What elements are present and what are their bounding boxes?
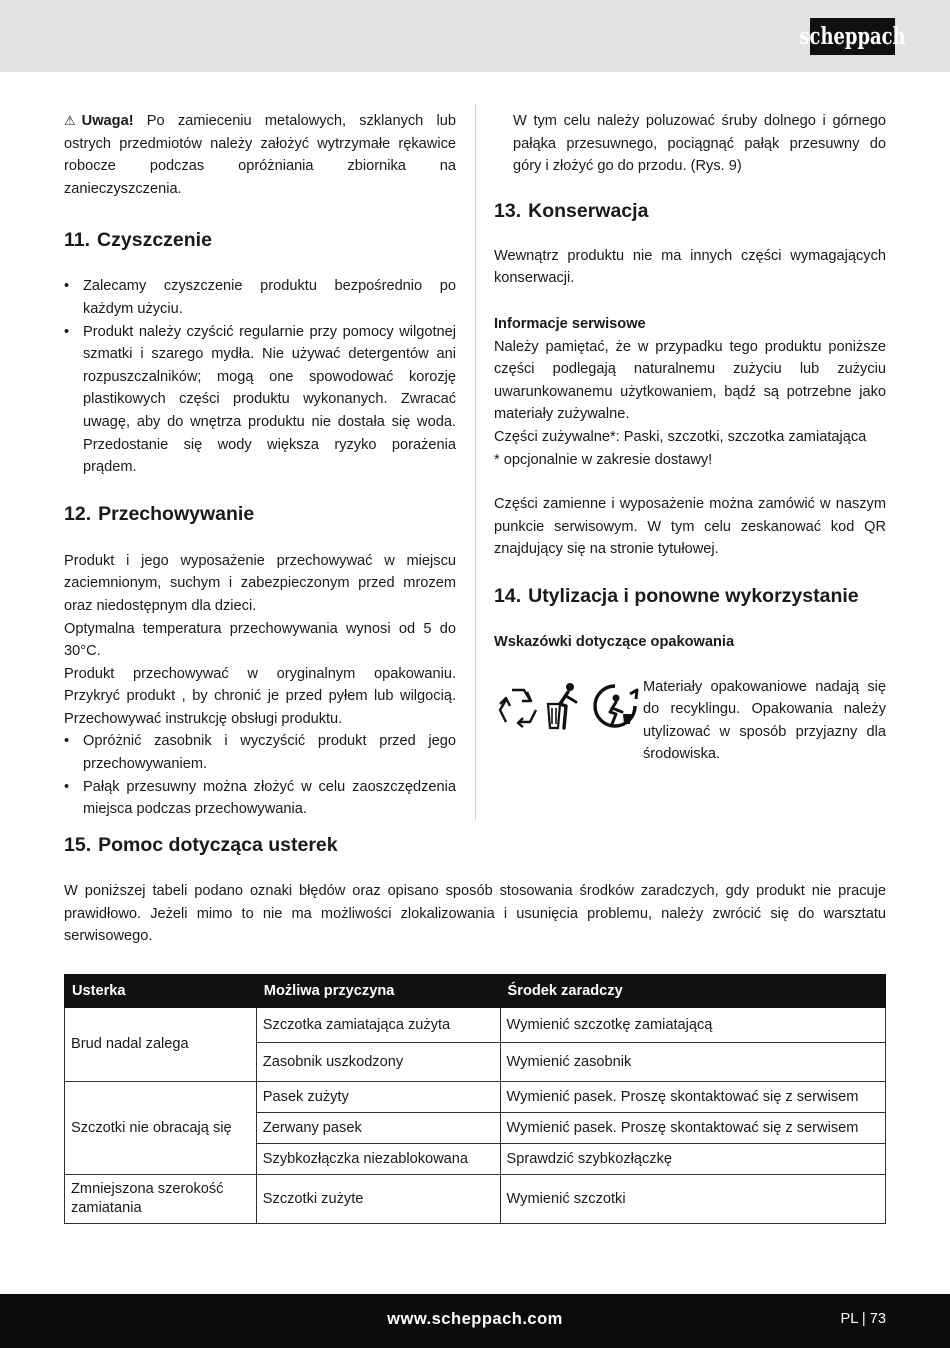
list-item: • Produkt należy czyścić regularnie przy pomocy wilgotnej szmatki i szarego mydła. Nie używać detergentów ani rozpuszczalników; mogą one spowodować korozję plastikowych części produktu wykonanych. Zwracać uwagę, aby do wnętrza produktu nie dostała się woda. Przedostanie się wody większa ryzyko porażenia prądem. (64, 321, 456, 479)
left-column (64, 110, 456, 821)
recycle-icon (494, 682, 542, 730)
cause-cell: Szczotka zamiatająca zużyta (256, 1008, 500, 1043)
table-header-row (65, 975, 886, 1008)
packaging-text: Materiały opakowaniowe nadają się do recyklingu. Opakowania należy utylizować w sposób przyjazny dla środowiska. (643, 678, 886, 763)
remedy-cell: Wymienić zasobnik (500, 1043, 885, 1082)
header-remedy: Środek zaradczy (500, 975, 885, 1008)
warning-paragraph (64, 110, 456, 200)
table-row (65, 1008, 886, 1043)
continuation-paragraph: W tym celu należy poluzować śruby dolnego i górnego pałąka przesuwnego, pociągnąć pałąk przesuwny do góry i złożyć go do przodu. (Rys. 9) (513, 113, 886, 175)
service-paragraph: Należy pamiętać, że w przypadku tego produktu poniższe części podlegają naturalnemu zużyciu lub zużyciu uwarunkowanemu użytkowaniem, bądź są potrzebne jako materiały zużywalne. (494, 338, 886, 423)
right-column (494, 110, 886, 766)
column-divider (475, 104, 476, 820)
language-code: PL (840, 1311, 858, 1327)
fault-cell: Szczotki nie obracają się (65, 1082, 257, 1175)
tidyman-recycle-icon (590, 682, 640, 730)
warning-text: Po zamieceniu metalowych, szklanych lub ostrych przedmiotów należy założyć wytrzymałe rękawice robocze podczas opróżniania zbiornika na zanieczyszczenia. (64, 113, 456, 197)
section-15-heading: 15. Pomoc dotycząca usterek (64, 834, 338, 856)
table-row (65, 1175, 886, 1224)
fault-cell: Brud nadal zalega (65, 1008, 257, 1082)
list-item: • Zalecamy czyszczenie produktu bezpośrednio po każdym użyciu. (64, 275, 456, 320)
section-11-list (64, 275, 456, 478)
list-item: • Pałąk przesuwny można złożyć w celu zaoszczędzenia miejsca podczas przechowywania. (64, 776, 456, 821)
storage-paragraph-1: Produkt i jego wyposażenie przechowywać w miejscu zaciemnionym, suchym i zabezpieczonym przed mrozem oraz niedostępnym dla dzieci. (64, 552, 456, 614)
packaging-heading: Wskazówki dotyczące opakowania (494, 633, 735, 650)
header-cause: Możliwa przyczyna (256, 975, 500, 1008)
warning-triangle-icon: ⚠ (64, 113, 76, 128)
section-11-heading: 11. Czyszczenie (64, 229, 212, 252)
remedy-cell: Wymienić pasek. Proszę skontaktować się z serwisem (500, 1113, 885, 1144)
remedy-cell: Wymienić szczotki (500, 1175, 885, 1224)
troubleshooting-intro: W poniższej tabeli podano oznaki błędów oraz opisano sposób stosowania środków zaradczych, gdy produkt nie pracuje prawidłowo. Jeżeli mimo to nie ma możliwości zlokalizowania i usunięcia problemu, należy zwrócić się do warsztatu serwisowego. (64, 883, 886, 945)
warning-label: Uwaga! (81, 113, 134, 129)
cause-cell: Zerwany pasek (256, 1113, 500, 1144)
remedy-cell: Wymienić pasek. Proszę skontaktować się z serwisem (500, 1082, 885, 1113)
trash-bin-icon (546, 682, 586, 730)
table-row (65, 1082, 886, 1113)
recycling-block (494, 676, 886, 766)
section-12-heading: 12. Przechowywanie (64, 502, 255, 525)
page-number: 73 (869, 1311, 886, 1327)
remedy-cell: Sprawdzić szybkozłączkę (500, 1144, 885, 1175)
spare-parts-paragraph: Części zamienne i wyposażenie można zamówić w naszym punkcie serwisowym. W tym celu zeskanować kod QR znajdujący się na stronie tytułowej. (494, 496, 886, 558)
footer-bar (0, 1294, 950, 1348)
section-15 (64, 832, 886, 948)
optional-note: * opcjonalnie w zakresie dostawy! (494, 451, 713, 468)
brand-logo: scheppach (810, 18, 895, 55)
service-info-heading: Informacje serwisowe (494, 315, 646, 332)
cause-cell: Zasobnik uszkodzony (256, 1043, 500, 1082)
wear-parts-paragraph: Części zużywalne*: Paski, szczotki, szczotka zamiatająca (494, 428, 867, 445)
page-indicator: PL | 73 (840, 1311, 886, 1327)
storage-paragraph-2: Optymalna temperatura przechowywania wynosi od 5 do 30°C. (64, 620, 456, 660)
maintenance-paragraph: Wewnątrz produktu nie ma innych części wymagających konserwacji. (494, 247, 886, 287)
cause-cell: Szczotki zużyte (256, 1175, 500, 1224)
section-13-heading: 13. Konserwacja (494, 199, 649, 222)
cause-cell: Pasek zużyty (256, 1082, 500, 1113)
header-fault: Usterka (65, 975, 257, 1008)
section-12-list (64, 730, 456, 820)
troubleshooting-table (64, 974, 886, 1224)
cause-cell: Szybkozłączka niezablokowana (256, 1144, 500, 1175)
section-14-heading: 14. Utylizacja i ponowne wykorzystanie (494, 584, 859, 607)
disposal-icons (494, 676, 643, 736)
storage-paragraph-3: Produkt przechowywać w oryginalnym opakowaniu. Przykryć produkt , by chronić je przed pyłem lub wilgocią. Przechowywać instrukcję obsługi produktu. (64, 665, 456, 727)
remedy-cell: Wymienić szczotkę zamiatającą (500, 1008, 885, 1043)
website-url: www.scheppach.com (387, 1310, 563, 1328)
list-item: • Opróżnić zasobnik i wyczyścić produkt przed jego przechowywaniem. (64, 730, 456, 775)
fault-cell: Zmniejszona szerokość zamiatania (65, 1175, 257, 1224)
